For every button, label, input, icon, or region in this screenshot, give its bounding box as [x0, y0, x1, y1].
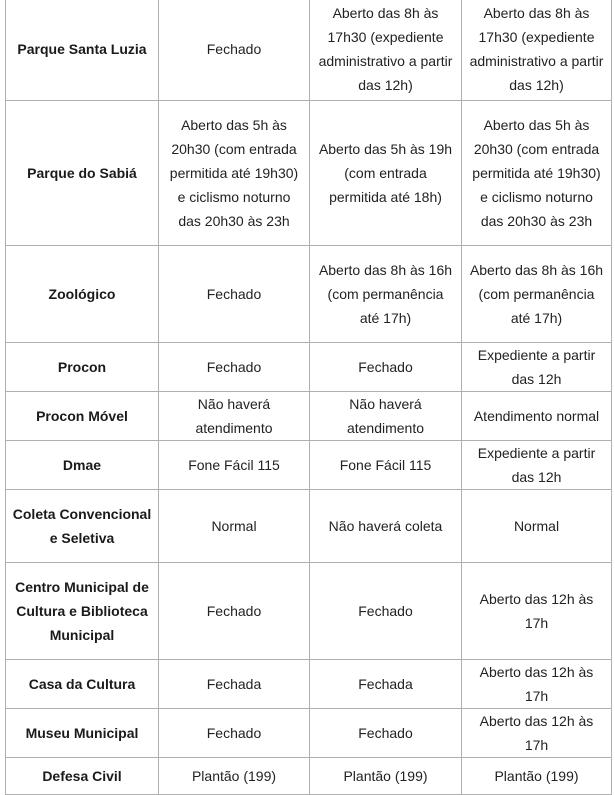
schedule-cell: Fechado: [310, 343, 462, 392]
schedule-cell: Aberto das 8h às 16h (com permanência até 17h): [462, 246, 612, 343]
schedule-cell: Normal: [462, 490, 612, 563]
table-row: [6, 0, 612, 101]
schedule-cell: Fechado: [159, 0, 310, 101]
table-row: [6, 392, 612, 441]
service-name-cell: Parque Santa Luzia: [6, 0, 159, 101]
schedule-cell: Fechado: [159, 563, 310, 660]
table-row: [6, 490, 612, 563]
schedule-cell: Aberto das 8h às 17h30 (expediente administrativo a partir das 12h): [462, 0, 612, 101]
schedule-cell: Aberto das 12h às 17h: [462, 660, 612, 709]
schedule-cell: Fechada: [159, 660, 310, 709]
service-name-cell: Museu Municipal: [6, 709, 159, 758]
table-row: [6, 660, 612, 709]
schedule-cell: Não haverá atendimento: [159, 392, 310, 441]
table-row: [6, 758, 612, 795]
schedule-cell: Fechado: [159, 343, 310, 392]
table-row: [6, 709, 612, 758]
schedule-cell: Plantão (199): [310, 758, 462, 795]
table-row: [6, 101, 612, 246]
table-row: [6, 246, 612, 343]
schedule-cell: Expediente a partir das 12h: [462, 441, 612, 490]
schedule-cell: Atendimento normal: [462, 392, 612, 441]
table-row: [6, 563, 612, 660]
schedule-cell: Plantão (199): [159, 758, 310, 795]
service-name-cell: Casa da Cultura: [6, 660, 159, 709]
schedule-table: [5, 0, 612, 795]
schedule-cell: Fechado: [159, 709, 310, 758]
schedule-cell: Fechada: [310, 660, 462, 709]
service-name-cell: Dmae: [6, 441, 159, 490]
schedule-cell: Aberto das 12h às 17h: [462, 563, 612, 660]
schedule-cell: Aberto das 5h às 19h (com entrada permitida até 18h): [310, 101, 462, 246]
schedule-cell: Fechado: [310, 563, 462, 660]
table-row: [6, 343, 612, 392]
service-name-cell: Coleta Convencional e Seletiva: [6, 490, 159, 563]
schedule-cell: Fechado: [159, 246, 310, 343]
schedule-cell: Não haverá atendimento: [310, 392, 462, 441]
schedule-cell: Expediente a partir das 12h: [462, 343, 612, 392]
service-name-cell: Procon Móvel: [6, 392, 159, 441]
service-name-cell: Parque do Sabiá: [6, 101, 159, 246]
table-row: [6, 441, 612, 490]
schedule-cell: Aberto das 5h às 20h30 (com entrada permitida até 19h30) e ciclismo noturno das 20h30 às 23h: [159, 101, 310, 246]
schedule-cell: Fechado: [310, 709, 462, 758]
service-name-cell: Defesa Civil: [6, 758, 159, 795]
schedule-cell: Aberto das 8h às 16h (com permanência até 17h): [310, 246, 462, 343]
schedule-cell: Normal: [159, 490, 310, 563]
schedule-cell: Fone Fácil 115: [159, 441, 310, 490]
schedule-cell: Plantão (199): [462, 758, 612, 795]
schedule-cell: Aberto das 8h às 17h30 (expediente administrativo a partir das 12h): [310, 0, 462, 101]
schedule-cell: Fone Fácil 115: [310, 441, 462, 490]
service-name-cell: Centro Municipal de Cultura e Biblioteca Municipal: [6, 563, 159, 660]
service-name-cell: Procon: [6, 343, 159, 392]
schedule-cell: Aberto das 5h às 20h30 (com entrada permitida até 19h30) e ciclismo noturno das 20h30 às 23h: [462, 101, 612, 246]
schedule-cell: Não haverá coleta: [310, 490, 462, 563]
schedule-cell: Aberto das 12h às 17h: [462, 709, 612, 758]
service-name-cell: Zoológico: [6, 246, 159, 343]
